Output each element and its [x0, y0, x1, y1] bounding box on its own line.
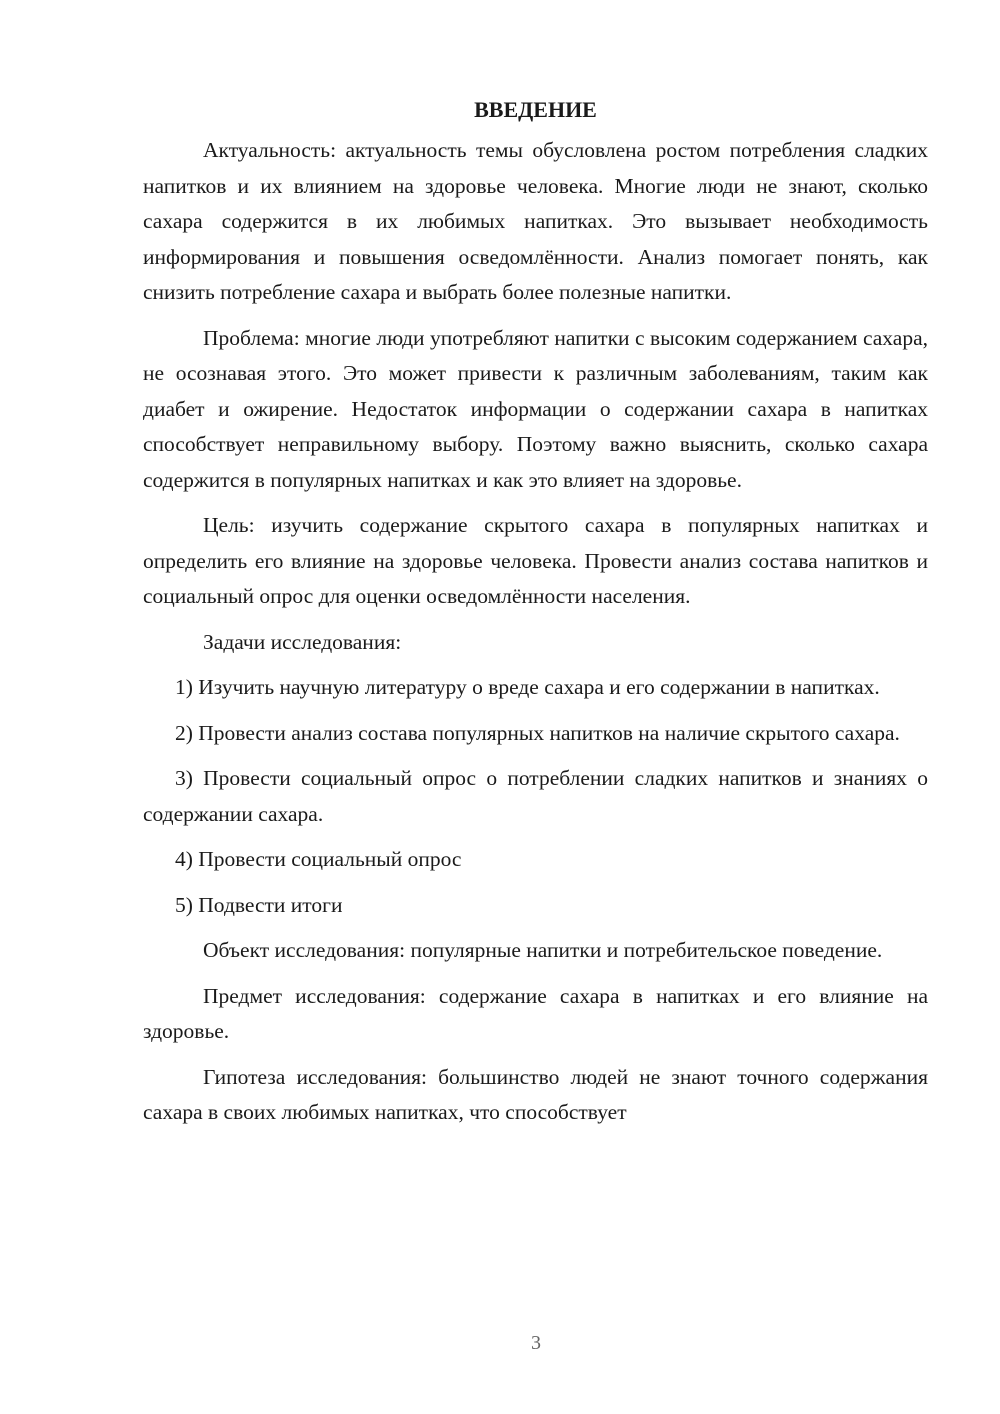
page-content: [143, 93, 928, 1131]
task-item-1: 1) Изучить научную литературу о вреде сахара и его содержании в напитках.: [175, 675, 880, 699]
page-number: 3: [531, 1332, 541, 1354]
goal-paragraph: Цель: изучить содержание скрытого сахара в популярных напитках и определить его влияние на здоровье человека. Провести анализ состава напитков и социальный опрос для оценки осведомлённости населения.: [143, 513, 928, 608]
problem-paragraph: Проблема: многие люди употребляют напитки с высоким содержанием сахара, не осознавая этого. Это может привести к различным заболеваниям, таким как диабет и ожирение. Недостаток информации о содержании сахара в напитках способствует неправильному выбору. Поэтому важно выяснить, сколько сахара содержится в популярных напитках и как это влияет на здоровье.: [143, 325, 928, 492]
task-item-5: 5) Подвести итоги: [175, 892, 343, 917]
tasks-title: Задачи исследования:: [203, 629, 402, 654]
section-heading: ВВЕДЕНИЕ: [474, 97, 597, 122]
object-paragraph: Объект исследования: популярные напитки и потребительское поведение.: [203, 938, 883, 962]
subject-paragraph: Предмет исследования: содержание сахара в напитках и его влияние на здоровье.: [143, 983, 928, 1043]
task-item-3: 3) Провести социальный опрос о потреблении сладких напитков и знаниях о содержании сахара.: [143, 766, 928, 826]
relevance-paragraph: Актуальность: актуальность темы обусловлена ростом потребления сладких напитков и их влиянием на здоровье человека. Многие люди не знают, сколько сахара содержится в их любимых напитках. Это вызывает необходимость информирования и повышения осведомлённости. Анализ помогает понять, как снизить потребление сахара и выбрать более полезные напитки.: [143, 138, 928, 304]
task-item-2: 2) Провести анализ состава популярных напитков на наличие скрытого сахара.: [175, 720, 900, 745]
hypothesis-paragraph: Гипотеза исследования: большинство людей не знают точного содержания сахара в своих любимых напитках, что способствует: [143, 1064, 928, 1124]
task-item-4: 4) Провести социальный опрос: [175, 847, 462, 871]
